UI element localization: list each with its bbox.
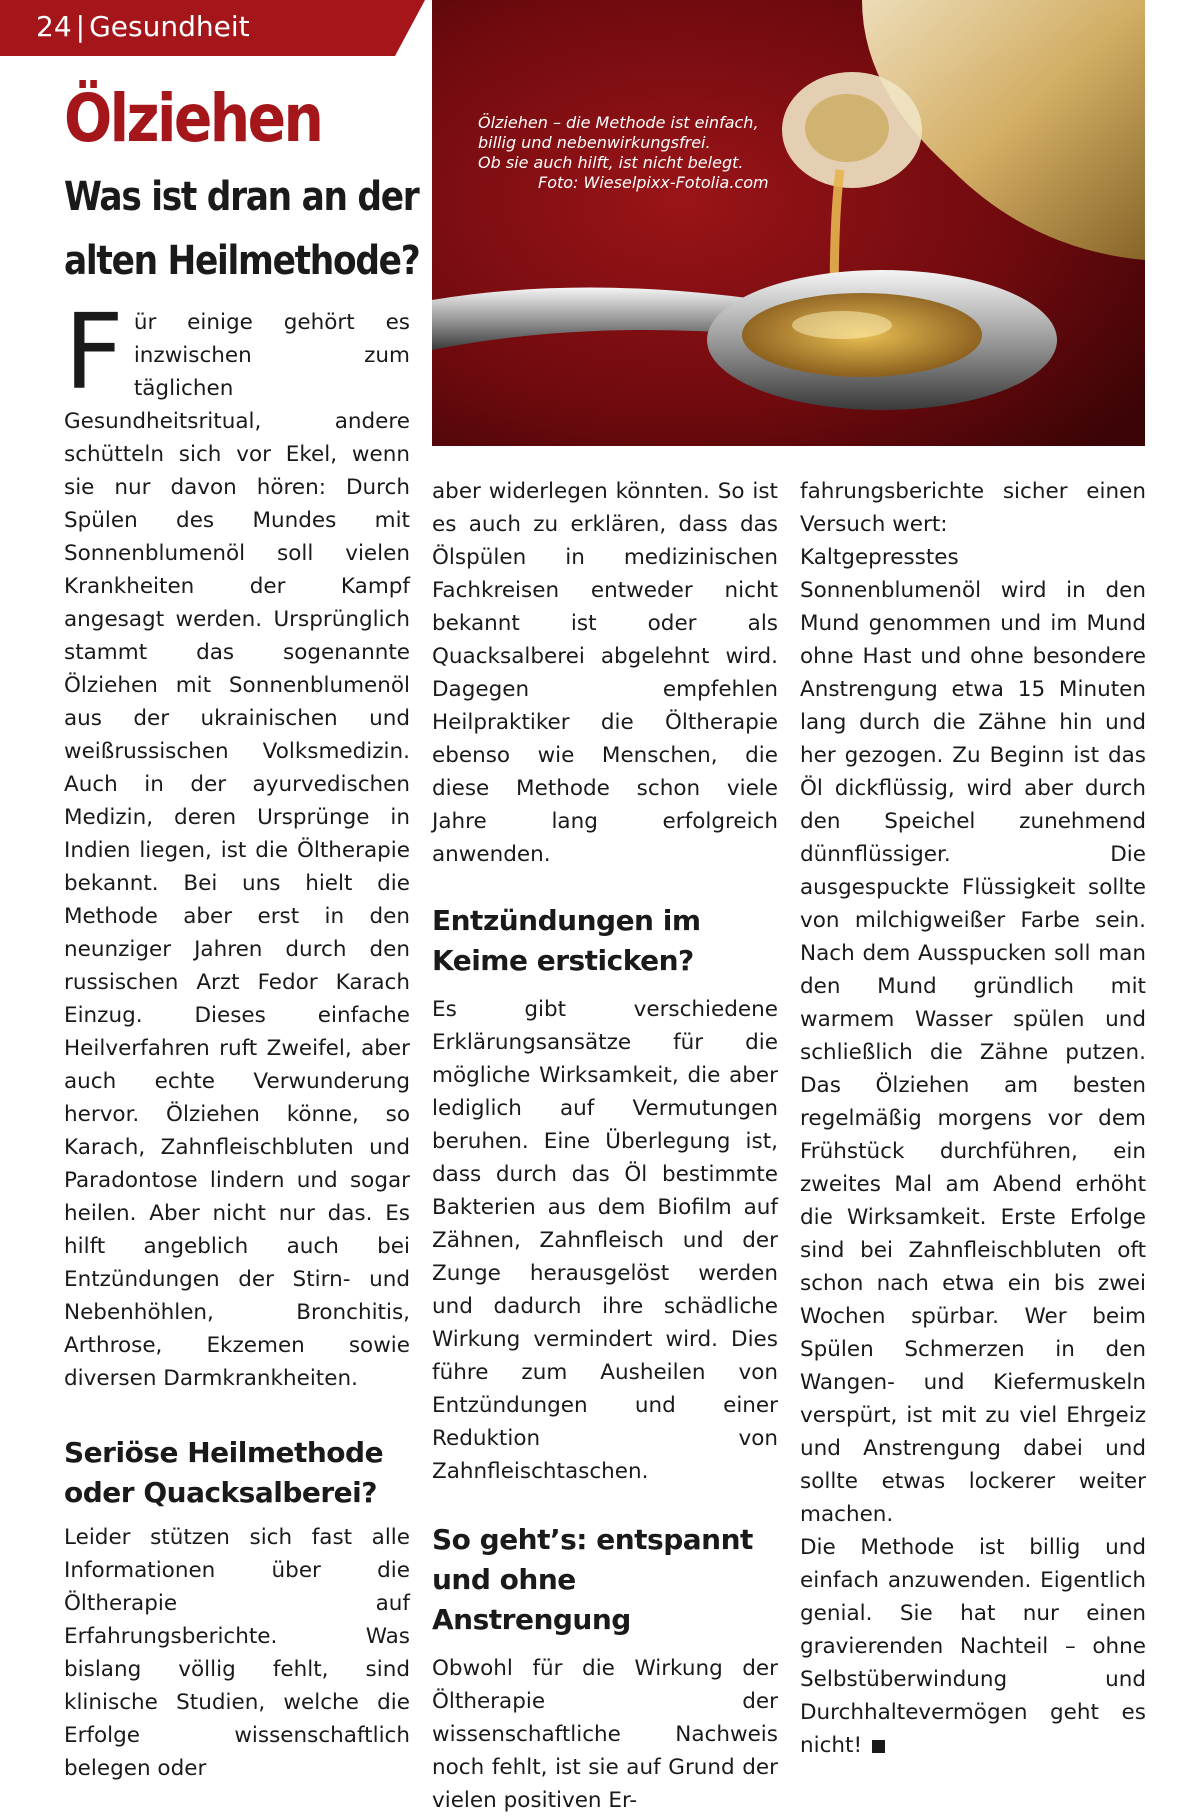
article-title: Ölziehen bbox=[64, 80, 322, 157]
paragraph-sogehts-b: fahrungsberichte sicher einen Versuch wert: bbox=[800, 479, 1146, 537]
article-subtitle: Was ist dran an der alten Heilmethode? bbox=[64, 174, 420, 284]
column-3 bbox=[800, 475, 1146, 1762]
paragraph-sogehts-a: Obwohl für die Wirkung der Öltherapie der wissenschaftliche Nachweis noch fehlt, ist sie auf Grund der vielen positiven Er- bbox=[432, 1656, 778, 1813]
article-photo bbox=[432, 0, 1145, 446]
intro-paragraph bbox=[64, 291, 410, 1395]
paragraph-seriose-b: aber widerlegen könnten. So ist es auch zu erklären, dass das Ölspülen in medizinischen Fachkreisen entweder nicht bekannt ist oder als Quacksalberei abgelehnt wird. Dagegen empfehlen Heilpraktiker die Öltherapie ebenso wie Menschen, die diese Methode schon viele Jahre lang erfolgreich anwenden. bbox=[432, 479, 778, 867]
column-2 bbox=[432, 475, 778, 1817]
section-label bbox=[36, 10, 250, 43]
end-of-article-square-icon bbox=[872, 1740, 885, 1753]
caption-line: billig und nebenwirkungsfrei. bbox=[478, 133, 711, 152]
paragraph-sogehts-d bbox=[800, 1531, 1146, 1762]
caption-line: Ob sie auch hilft, ist nicht belegt. bbox=[478, 153, 744, 172]
section-tab bbox=[0, 0, 425, 56]
heading-entzuendung: Entzündungen im Keime ersticken? bbox=[432, 904, 701, 977]
section-name: Gesundheit bbox=[89, 10, 250, 43]
heading-seriose: Seriöse Heilmethode oder Quacksalberei? bbox=[64, 1436, 384, 1509]
heading-sogehts: So geht’s: entspannt und ohne Anstrengung bbox=[432, 1523, 753, 1636]
paragraph-entzuendung: Es gibt verschiedene Erklärungsansätze für die mögliche Wirksamkeit, die aber lediglich auf Vermutungen beruhen. Eine Überlegung ist, dass durch das Öl bestimmte Bakterien aus dem Biofilm auf Zähnen, Zahnfleisch und der Zunge herausgelöst werden und dadurch ihre schädliche Wirkung vermindert wird. Dies führe zum Ausheilen von Entzündungen und einer Reduktion von Zahnfleischtaschen. bbox=[432, 997, 778, 1484]
header-separator: | bbox=[75, 10, 86, 43]
oil-spoon-illustration bbox=[432, 0, 1145, 446]
page-number: 24 bbox=[36, 10, 72, 43]
column-1 bbox=[64, 291, 410, 1785]
photo-credit: Foto: Wieselpixx-Fotolia.com bbox=[538, 173, 769, 192]
intro-text: ür einige gehört es inzwischen zum täglichen Gesundheitsritual, andere schütteln sich vor Ekel, wenn sie nur davon hören: Durch Spülen des Mundes mit Sonnenblumenöl soll vielen Krankheiten der Kampf angesagt werden. Ursprünglich stammt das sogenannte Ölziehen mit Sonnenblumenöl aus der ukrainischen und weißrussischen Volksmedizin. Auch in der ayurvedischen Medizin, deren Ursprünge in Indien liegen, ist die Öltherapie bekannt. Bei uns hielt die Methode aber erst in den neunziger Jahren durch den russischen Arzt Fedor Karach Einzug. Dieses einfache Heilverfahren ruft Zweifel, aber auch echte Verwunderung hervor. Ölziehen könne, so Karach, Zahnfleischbluten und Paradontose lindern und sogar heilen. Aber nicht nur das. Es hilft angeblich auch bei Entzündungen der Stirn- und Nebenhöhlen, Bronchitis, Arthrose, Ekzemen sowie diversen Darmkrankheiten. bbox=[64, 310, 410, 1391]
paragraph-sogehts-c: Kaltgepresstes Sonnenblumenöl wird in den Mund genommen und im Mund ohne Hast und ohne besondere Anstrengung etwa 15 Minuten lang durch die Zähne hin und her gezogen. Zu Beginn ist das Öl dickflüssig, wird aber durch den Speichel zunehmend dünnflüssiger. Die ausgespuckte Flüssigkeit sollte von milchigweißer Farbe sein. Nach dem Ausspucken soll man den Mund gründlich mit warmem Wasser spülen und schließlich die Zähne putzen. Das Ölziehen am besten regelmäßig morgens vor dem Frühstück durchführen, ein zweites Mal am Abend erhöht die Wirksamkeit. Erste Erfolge sind bei Zahnfleischbluten oft schon nach etwa ein bis zwei Wochen spürbar. Wer beim Spülen Schmerzen in den Wangen- und Kiefermuskeln verspürt, ist mit zu viel Ehrgeiz und Anstrengung dabei und sollte etwas lockerer weiter machen. bbox=[800, 545, 1146, 1527]
paragraph-seriose-a: Leider stützen sich fast alle Informationen über die Öltherapie auf Erfahrungsberichte. Was bislang völlig fehlt, sind klinische Studien, welche die Erfolge wissenschaftlich belegen oder bbox=[64, 1525, 410, 1781]
photo-caption bbox=[478, 113, 769, 193]
caption-line: Ölziehen – die Methode ist einfach, bbox=[478, 113, 759, 132]
closing-text: Die Methode ist billig und einfach anzuwenden. Eigentlich genial. Sie hat nur einen gravierenden Nachteil – ohne Selbstüberwindung und Durchhaltevermögen geht es nicht! bbox=[800, 1535, 1146, 1758]
drop-cap: F bbox=[64, 291, 124, 413]
